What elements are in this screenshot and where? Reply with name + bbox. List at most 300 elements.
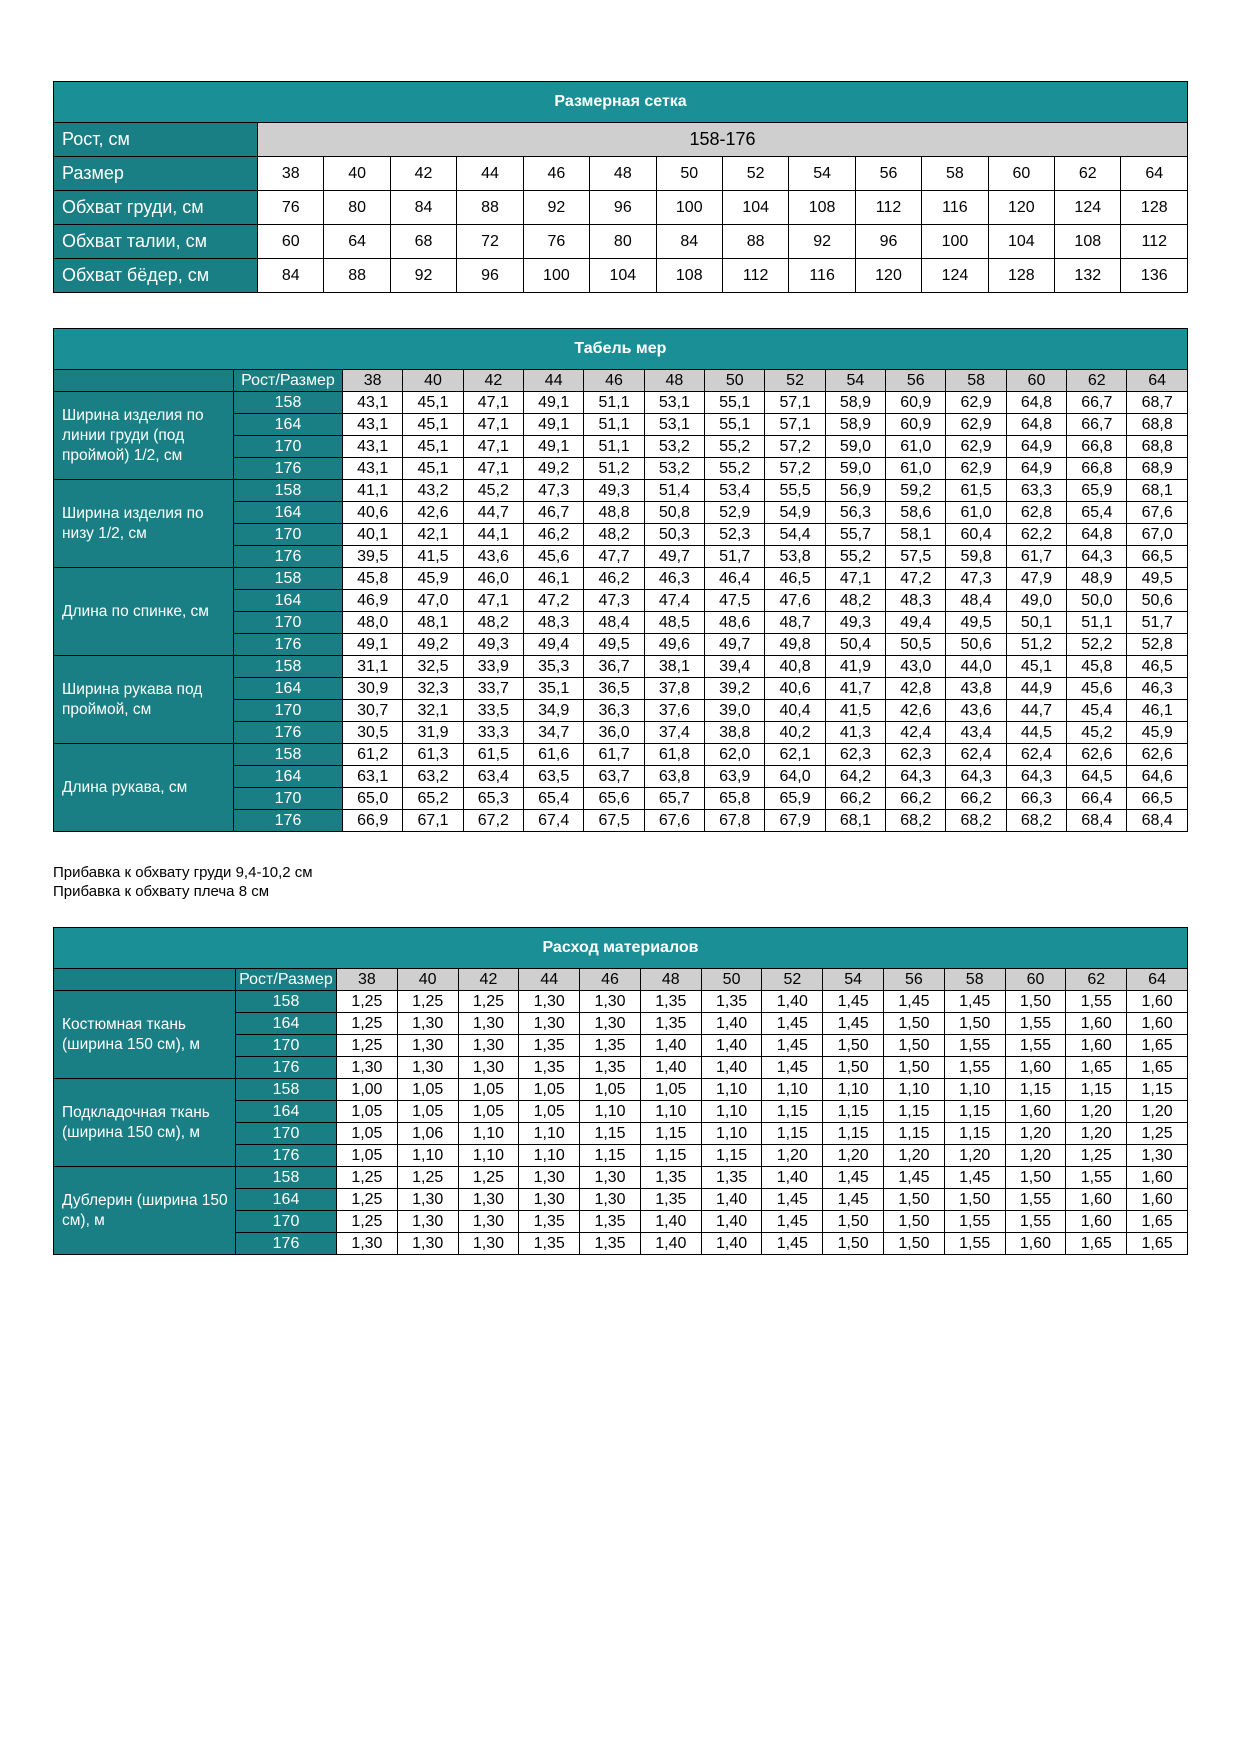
measures-height-cell: 164 [234,502,343,524]
materials-value-cell: 1,15 [640,1145,701,1167]
materials-value-cell: 1,20 [1066,1123,1127,1145]
materials-value-cell: 1,25 [458,991,519,1013]
measures-value-cell: 49,7 [644,546,704,568]
materials-size-header: 38 [337,969,398,991]
measures-value-cell: 66,9 [343,810,403,832]
measures-row [54,568,1188,590]
measures-value-cell: 48,8 [584,502,644,524]
measures-value-cell: 62,6 [1127,744,1187,766]
measures-height-cell: 158 [234,480,343,502]
materials-size-header: 64 [1127,969,1188,991]
measures-corner-label: Рост/Размер [234,370,343,392]
measures-value-cell: 62,4 [1006,744,1066,766]
measures-value-cell: 47,2 [524,590,584,612]
measures-value-cell: 64,3 [946,766,1006,788]
measures-value-cell: 60,4 [946,524,1006,546]
measures-value-cell: 46,2 [584,568,644,590]
measures-value-cell: 53,2 [644,458,704,480]
materials-value-cell: 1,30 [458,1057,519,1079]
materials-value-cell: 1,50 [884,1035,945,1057]
materials-corner-blank [54,969,236,991]
materials-value-cell: 1,10 [701,1079,762,1101]
size-grid-cell: 52 [722,157,788,191]
measures-value-cell: 53,4 [705,480,765,502]
measures-value-cell: 64,0 [765,766,825,788]
measures-value-cell: 67,9 [765,810,825,832]
materials-value-cell: 1,15 [640,1123,701,1145]
materials-value-cell: 1,05 [519,1079,580,1101]
measures-value-cell: 41,1 [343,480,403,502]
measures-value-cell: 47,6 [765,590,825,612]
measures-size-header: 58 [946,370,1006,392]
materials-value-cell: 1,65 [1066,1057,1127,1079]
materials-value-cell: 1,10 [701,1123,762,1145]
measures-value-cell: 31,1 [343,656,403,678]
measures-value-cell: 66,8 [1067,436,1127,458]
materials-value-cell: 1,20 [762,1145,823,1167]
measures-value-cell: 49,3 [825,612,885,634]
materials-value-cell: 1,35 [519,1211,580,1233]
materials-value-cell: 1,65 [1127,1233,1188,1255]
measures-value-cell: 64,8 [1067,524,1127,546]
size-grid-cell: 96 [590,191,656,225]
materials-value-cell: 1,30 [519,1189,580,1211]
measures-value-cell: 47,9 [1006,568,1066,590]
size-grid-cell: 72 [457,225,523,259]
measures-value-cell: 61,2 [343,744,403,766]
measures-value-cell: 44,5 [1006,722,1066,744]
measures-value-cell: 49,5 [584,634,644,656]
measures-value-cell: 47,0 [403,590,463,612]
materials-value-cell: 1,15 [762,1101,823,1123]
size-grid-cell: 60 [258,225,324,259]
materials-section [53,927,1187,1255]
size-grid-cell: 112 [855,191,921,225]
size-grid-cell: 60 [988,157,1054,191]
measures-value-cell: 39,2 [705,678,765,700]
measures-value-cell: 59,0 [825,458,885,480]
size-grid-cell: 100 [922,225,988,259]
measures-value-cell: 38,8 [705,722,765,744]
measures-value-cell: 45,6 [524,546,584,568]
measures-value-cell: 43,1 [343,392,403,414]
measures-value-cell: 36,7 [584,656,644,678]
materials-value-cell: 1,15 [884,1123,945,1145]
measures-value-cell: 46,4 [705,568,765,590]
measures-value-cell: 33,7 [463,678,523,700]
measures-value-cell: 47,2 [886,568,946,590]
measures-value-cell: 66,2 [825,788,885,810]
measures-value-cell: 62,3 [886,744,946,766]
materials-value-cell: 1,30 [337,1057,398,1079]
materials-value-cell: 1,25 [397,991,458,1013]
measures-value-cell: 48,3 [524,612,584,634]
size-grid-cell: 84 [390,191,456,225]
measures-value-cell: 32,5 [403,656,463,678]
size-grid-cell: 100 [523,259,589,293]
materials-value-cell: 1,40 [701,1057,762,1079]
height-range: 158-176 [258,123,1188,157]
materials-size-header: 52 [762,969,823,991]
materials-size-header: 50 [701,969,762,991]
materials-value-cell: 1,55 [944,1211,1005,1233]
materials-value-cell: 1,25 [337,1211,398,1233]
materials-height-cell: 176 [236,1057,337,1079]
measures-value-cell: 42,6 [886,700,946,722]
materials-value-cell: 1,10 [823,1079,884,1101]
measures-value-cell: 42,4 [886,722,946,744]
measures-value-cell: 43,8 [946,678,1006,700]
measures-value-cell: 66,5 [1127,546,1187,568]
materials-value-cell: 1,45 [823,1013,884,1035]
materials-value-cell: 1,50 [884,1211,945,1233]
measures-value-cell: 50,3 [644,524,704,546]
size-grid-row-label: Размер [54,157,258,191]
measures-value-cell: 50,6 [946,634,1006,656]
size-grid-cell: 128 [1121,191,1188,225]
measures-row [54,480,1188,502]
materials-value-cell: 1,35 [580,1035,641,1057]
size-grid-cell: 116 [922,191,988,225]
measures-value-cell: 55,1 [705,414,765,436]
materials-value-cell: 1,60 [1127,1013,1188,1035]
size-grid-row-label: Обхват груди, см [54,191,258,225]
materials-value-cell: 1,30 [397,1013,458,1035]
materials-value-cell: 1,55 [944,1035,1005,1057]
measures-value-cell: 47,3 [946,568,1006,590]
measures-value-cell: 57,2 [765,458,825,480]
measures-value-cell: 61,0 [946,502,1006,524]
materials-value-cell: 1,45 [944,1167,1005,1189]
measures-value-cell: 64,8 [1006,414,1066,436]
measures-value-cell: 61,7 [584,744,644,766]
size-grid-row-label: Обхват бёдер, см [54,259,258,293]
materials-value-cell: 1,50 [944,1189,1005,1211]
materials-value-cell: 1,15 [701,1145,762,1167]
materials-value-cell: 1,10 [944,1079,1005,1101]
measures-group-label: Ширина изделия по низу 1/2, см [54,480,234,568]
size-grid-cell: 92 [390,259,456,293]
measures-value-cell: 45,9 [403,568,463,590]
measures-value-cell: 44,9 [1006,678,1066,700]
measures-value-cell: 51,1 [584,414,644,436]
size-grid-cell: 44 [457,157,523,191]
measures-size-header: 40 [403,370,463,392]
materials-value-cell: 1,60 [1005,1101,1066,1123]
materials-value-cell: 1,25 [458,1167,519,1189]
measures-value-cell: 58,9 [825,414,885,436]
measures-height-cell: 158 [234,656,343,678]
materials-value-cell: 1,55 [1005,1013,1066,1035]
materials-value-cell: 1,40 [701,1013,762,1035]
allowance-notes [53,863,313,901]
measures-value-cell: 40,8 [765,656,825,678]
materials-height-cell: 176 [236,1145,337,1167]
measures-value-cell: 59,2 [886,480,946,502]
materials-value-cell: 1,05 [337,1123,398,1145]
materials-height-cell: 164 [236,1189,337,1211]
materials-value-cell: 1,60 [1005,1233,1066,1255]
measures-value-cell: 61,5 [463,744,523,766]
measures-value-cell: 68,8 [1127,414,1187,436]
size-grid-cell: 48 [590,157,656,191]
measures-value-cell: 40,4 [765,700,825,722]
measures-value-cell: 68,1 [1127,480,1187,502]
materials-size-header: 54 [823,969,884,991]
materials-value-cell: 1,15 [580,1145,641,1167]
materials-size-header: 40 [397,969,458,991]
size-grid-cell: 80 [324,191,390,225]
measures-value-cell: 46,9 [343,590,403,612]
materials-value-cell: 1,30 [519,1013,580,1035]
measures-value-cell: 39,5 [343,546,403,568]
measures-value-cell: 41,9 [825,656,885,678]
size-grid-cell: 92 [789,225,855,259]
materials-value-cell: 1,50 [823,1211,884,1233]
measures-value-cell: 34,9 [524,700,584,722]
materials-size-header: 48 [640,969,701,991]
measures-value-cell: 62,1 [765,744,825,766]
materials-value-cell: 1,30 [458,1211,519,1233]
materials-value-cell: 1,20 [944,1145,1005,1167]
measures-group-label: Длина по спинке, см [54,568,234,656]
materials-value-cell: 1,45 [762,1013,823,1035]
materials-value-cell: 1,40 [640,1057,701,1079]
measures-value-cell: 51,2 [1006,634,1066,656]
measures-value-cell: 67,5 [584,810,644,832]
measures-value-cell: 47,1 [463,414,523,436]
measures-value-cell: 58,9 [825,392,885,414]
size-grid-cell: 38 [258,157,324,191]
materials-value-cell: 1,45 [944,991,1005,1013]
size-grid-cell: 42 [390,157,456,191]
materials-value-cell: 1,30 [580,1013,641,1035]
measures-value-cell: 64,9 [1006,458,1066,480]
materials-value-cell: 1,06 [397,1123,458,1145]
measures-value-cell: 45,8 [1067,656,1127,678]
measures-value-cell: 57,1 [765,414,825,436]
measures-header-row [54,370,1188,392]
measures-height-cell: 164 [234,414,343,436]
measures-value-cell: 47,3 [584,590,644,612]
size-grid-cell: 84 [656,225,722,259]
measures-value-cell: 31,9 [403,722,463,744]
measures-value-cell: 64,2 [825,766,885,788]
measures-value-cell: 48,4 [946,590,1006,612]
materials-value-cell: 1,25 [1066,1145,1127,1167]
measures-value-cell: 67,6 [1127,502,1187,524]
measures-value-cell: 47,3 [524,480,584,502]
measures-value-cell: 68,2 [1006,810,1066,832]
measures-value-cell: 60,9 [886,414,946,436]
measures-value-cell: 47,5 [705,590,765,612]
measures-value-cell: 52,3 [705,524,765,546]
measures-value-cell: 45,6 [1067,678,1127,700]
measures-value-cell: 45,2 [1067,722,1127,744]
materials-value-cell: 1,65 [1127,1211,1188,1233]
materials-value-cell: 1,30 [458,1233,519,1255]
materials-value-cell: 1,65 [1127,1057,1188,1079]
measures-value-cell: 49,1 [343,634,403,656]
measures-value-cell: 43,4 [946,722,1006,744]
materials-value-cell: 1,15 [823,1123,884,1145]
size-grid-cell: 58 [922,157,988,191]
measures-value-cell: 46,0 [463,568,523,590]
materials-value-cell: 1,20 [823,1145,884,1167]
measures-value-cell: 66,2 [946,788,1006,810]
measures-value-cell: 68,9 [1127,458,1187,480]
measures-value-cell: 37,4 [644,722,704,744]
measures-value-cell: 49,3 [584,480,644,502]
size-grid-cell: 112 [722,259,788,293]
measures-value-cell: 55,7 [825,524,885,546]
materials-value-cell: 1,15 [1066,1079,1127,1101]
measures-value-cell: 47,1 [825,568,885,590]
measures-value-cell: 44,0 [946,656,1006,678]
materials-value-cell: 1,10 [762,1079,823,1101]
measures-value-cell: 49,5 [1127,568,1187,590]
materials-value-cell: 1,50 [884,1013,945,1035]
measures-height-cell: 176 [234,722,343,744]
materials-value-cell: 1,35 [519,1035,580,1057]
measures-size-header: 46 [584,370,644,392]
materials-value-cell: 1,30 [1127,1145,1188,1167]
measures-value-cell: 49,8 [765,634,825,656]
size-grid-cell: 116 [789,259,855,293]
size-grid-row [54,225,1188,259]
measures-value-cell: 63,2 [403,766,463,788]
measures-value-cell: 40,2 [765,722,825,744]
measures-value-cell: 61,0 [886,436,946,458]
measures-value-cell: 43,2 [403,480,463,502]
measures-value-cell: 58,6 [886,502,946,524]
materials-value-cell: 1,20 [1127,1101,1188,1123]
measures-value-cell: 67,8 [705,810,765,832]
measures-value-cell: 68,4 [1127,810,1187,832]
materials-value-cell: 1,30 [397,1035,458,1057]
measures-value-cell: 68,2 [886,810,946,832]
materials-value-cell: 1,40 [701,1211,762,1233]
materials-size-header: 56 [884,969,945,991]
size-grid-table [53,81,1188,293]
materials-value-cell: 1,50 [884,1233,945,1255]
measures-group-label: Длина рукава, см [54,744,234,832]
materials-value-cell: 1,05 [458,1101,519,1123]
materials-value-cell: 1,35 [519,1233,580,1255]
materials-value-cell: 1,45 [884,991,945,1013]
measures-value-cell: 53,8 [765,546,825,568]
measures-value-cell: 47,4 [644,590,704,612]
materials-value-cell: 1,40 [640,1035,701,1057]
measures-corner-blank [54,370,234,392]
measures-value-cell: 48,7 [765,612,825,634]
measures-value-cell: 47,1 [463,392,523,414]
measures-value-cell: 64,3 [886,766,946,788]
size-grid-cell: 132 [1055,259,1121,293]
materials-value-cell: 1,05 [397,1101,458,1123]
measures-value-cell: 46,7 [524,502,584,524]
measures-value-cell: 58,1 [886,524,946,546]
measures-value-cell: 67,6 [644,810,704,832]
measures-value-cell: 48,0 [343,612,403,634]
materials-group-label: Дублерин (ширина 150 см), м [54,1167,236,1255]
measures-value-cell: 49,5 [946,612,1006,634]
materials-value-cell: 1,45 [762,1233,823,1255]
measures-value-cell: 39,4 [705,656,765,678]
measures-value-cell: 64,3 [1067,546,1127,568]
measures-size-header: 56 [886,370,946,392]
size-grid-cell: 88 [722,225,788,259]
measures-value-cell: 43,6 [946,700,1006,722]
measures-height-cell: 164 [234,678,343,700]
measures-value-cell: 66,2 [886,788,946,810]
materials-value-cell: 1,50 [1005,1167,1066,1189]
materials-value-cell: 1,50 [823,1057,884,1079]
materials-height-cell: 170 [236,1123,337,1145]
measures-height-cell: 170 [234,524,343,546]
measures-value-cell: 37,8 [644,678,704,700]
measures-value-cell: 44,1 [463,524,523,546]
measures-value-cell: 42,6 [403,502,463,524]
measures-value-cell: 62,2 [1006,524,1066,546]
size-grid-cell: 104 [988,225,1054,259]
measures-value-cell: 66,7 [1067,414,1127,436]
size-grid-cell: 40 [324,157,390,191]
materials-size-header: 42 [458,969,519,991]
size-grid-cell: 124 [1055,191,1121,225]
measures-value-cell: 43,0 [886,656,946,678]
materials-value-cell: 1,35 [701,991,762,1013]
measures-height-cell: 170 [234,788,343,810]
measures-value-cell: 49,4 [524,634,584,656]
measures-height-cell: 176 [234,634,343,656]
measures-value-cell: 49,3 [463,634,523,656]
measures-row [54,744,1188,766]
measures-value-cell: 46,3 [1127,678,1187,700]
measures-value-cell: 49,6 [644,634,704,656]
materials-value-cell: 1,60 [1127,991,1188,1013]
measures-value-cell: 51,2 [584,458,644,480]
materials-value-cell: 1,50 [884,1189,945,1211]
measures-value-cell: 36,3 [584,700,644,722]
measures-size-header: 64 [1127,370,1187,392]
materials-value-cell: 1,55 [944,1057,1005,1079]
measures-value-cell: 43,1 [343,414,403,436]
measures-value-cell: 51,1 [1067,612,1127,634]
materials-value-cell: 1,60 [1005,1057,1066,1079]
measures-value-cell: 62,8 [1006,502,1066,524]
measures-value-cell: 62,6 [1067,744,1127,766]
materials-value-cell: 1,30 [458,1189,519,1211]
materials-size-header: 46 [580,969,641,991]
materials-corner-label: Рост/Размер [236,969,337,991]
materials-height-cell: 158 [236,1167,337,1189]
measures-value-cell: 64,5 [1067,766,1127,788]
measures-value-cell: 62,9 [946,392,1006,414]
materials-value-cell: 1,55 [1005,1189,1066,1211]
measures-value-cell: 56,9 [825,480,885,502]
measures-value-cell: 45,1 [403,436,463,458]
materials-value-cell: 1,40 [762,991,823,1013]
materials-value-cell: 1,20 [1005,1145,1066,1167]
measures-value-cell: 45,1 [403,414,463,436]
materials-height-cell: 170 [236,1035,337,1057]
materials-value-cell: 1,15 [884,1101,945,1123]
materials-value-cell: 1,30 [519,1167,580,1189]
measures-value-cell: 48,2 [463,612,523,634]
measures-value-cell: 62,9 [946,414,1006,436]
materials-value-cell: 1,25 [337,1013,398,1035]
